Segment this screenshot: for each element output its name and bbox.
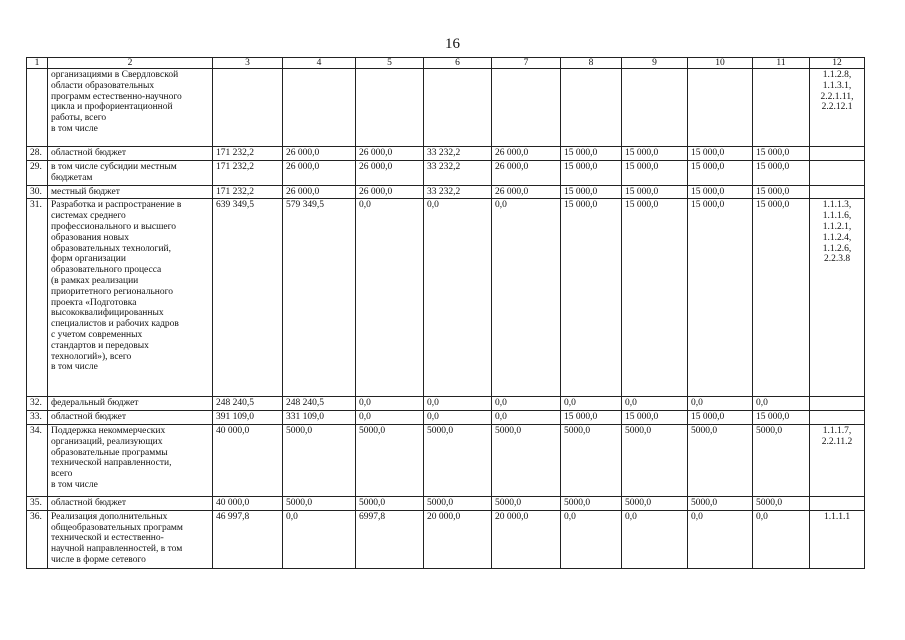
table-row <box>27 161 865 186</box>
amount-cell <box>753 69 810 147</box>
amount-cell: 15 000,0 <box>622 411 688 425</box>
amount-cell: 0,0 <box>753 510 810 568</box>
amount-cell: 391 109,0 <box>213 411 283 425</box>
amount-cell: 26 000,0 <box>283 161 356 186</box>
column-header: 9 <box>622 58 688 69</box>
amount-cell: 5000,0 <box>753 424 810 496</box>
amount-cell: 0,0 <box>424 411 492 425</box>
budget-table <box>26 57 865 569</box>
reference-cell <box>810 185 865 199</box>
reference-cell: 1.1.1.3, 1.1.1.6, 1.1.2.1, 1.1.2.4, 1.1.2.6, 2.2.3.8 <box>810 199 865 397</box>
table-row <box>27 199 865 397</box>
column-header: 11 <box>753 58 810 69</box>
amount-cell: 5000,0 <box>283 424 356 496</box>
amount-cell: 33 232,2 <box>424 161 492 186</box>
amount-cell: 5000,0 <box>283 496 356 510</box>
row-description: Реализация дополнительных общеобразовательных программ технической и естественно- научной направленностей, в том числе в форме сетевого <box>48 510 213 568</box>
amount-cell: 0,0 <box>688 510 753 568</box>
amount-cell: 15 000,0 <box>622 161 688 186</box>
amount-cell: 15 000,0 <box>622 147 688 161</box>
row-number: 29. <box>27 161 48 186</box>
table-row <box>27 496 865 510</box>
row-number: 34. <box>27 424 48 496</box>
table-row <box>27 147 865 161</box>
amount-cell: 15 000,0 <box>753 411 810 425</box>
amount-cell: 15 000,0 <box>688 161 753 186</box>
amount-cell: 0,0 <box>688 397 753 411</box>
amount-cell: 20 000,0 <box>492 510 561 568</box>
amount-cell: 5000,0 <box>688 424 753 496</box>
column-header: 7 <box>492 58 561 69</box>
amount-cell: 26 000,0 <box>492 161 561 186</box>
reference-cell <box>810 496 865 510</box>
amount-cell: 5000,0 <box>688 496 753 510</box>
amount-cell: 6997,8 <box>356 510 424 568</box>
reference-cell <box>810 147 865 161</box>
amount-cell: 15 000,0 <box>561 185 622 199</box>
amount-cell: 20 000,0 <box>424 510 492 568</box>
amount-cell: 26 000,0 <box>356 185 424 199</box>
amount-cell: 5000,0 <box>424 424 492 496</box>
amount-cell: 26 000,0 <box>283 147 356 161</box>
column-header: 8 <box>561 58 622 69</box>
row-number: 36. <box>27 510 48 568</box>
amount-cell: 15 000,0 <box>688 411 753 425</box>
column-header: 5 <box>356 58 424 69</box>
amount-cell: 33 232,2 <box>424 185 492 199</box>
row-description: Поддержка некоммерческих организаций, реализующих образовательные программы технической направленности, всего в том числе <box>48 424 213 496</box>
amount-cell: 0,0 <box>356 397 424 411</box>
amount-cell: 15 000,0 <box>688 147 753 161</box>
reference-cell: 1.1.2.8, 1.1.3.1, 2.2.1.11, 2.2.12.1 <box>810 69 865 147</box>
table-row <box>27 397 865 411</box>
amount-cell: 46 997,8 <box>213 510 283 568</box>
amount-cell: 15 000,0 <box>561 147 622 161</box>
amount-cell: 0,0 <box>283 510 356 568</box>
amount-cell: 5000,0 <box>753 496 810 510</box>
amount-cell: 15 000,0 <box>622 185 688 199</box>
amount-cell: 15 000,0 <box>753 147 810 161</box>
amount-cell: 0,0 <box>561 397 622 411</box>
amount-cell <box>561 69 622 147</box>
amount-cell: 5000,0 <box>356 496 424 510</box>
amount-cell: 639 349,5 <box>213 199 283 397</box>
amount-cell: 15 000,0 <box>561 411 622 425</box>
amount-cell: 5000,0 <box>424 496 492 510</box>
reference-cell <box>810 161 865 186</box>
amount-cell: 331 109,0 <box>283 411 356 425</box>
amount-cell: 248 240,5 <box>283 397 356 411</box>
amount-cell <box>213 69 283 147</box>
amount-cell: 5000,0 <box>622 424 688 496</box>
row-number: 31. <box>27 199 48 397</box>
row-number: 28. <box>27 147 48 161</box>
amount-cell: 15 000,0 <box>753 161 810 186</box>
amount-cell: 15 000,0 <box>753 199 810 397</box>
table-row <box>27 411 865 425</box>
amount-cell <box>356 69 424 147</box>
amount-cell: 26 000,0 <box>356 161 424 186</box>
row-description: областной бюджет <box>48 496 213 510</box>
row-number: 32. <box>27 397 48 411</box>
row-description: федеральный бюджет <box>48 397 213 411</box>
amount-cell: 15 000,0 <box>561 199 622 397</box>
column-header: 1 <box>27 58 48 69</box>
reference-cell <box>810 411 865 425</box>
amount-cell: 40 000,0 <box>213 424 283 496</box>
amount-cell: 0,0 <box>356 199 424 397</box>
amount-cell: 5000,0 <box>492 496 561 510</box>
amount-cell: 0,0 <box>622 510 688 568</box>
amount-cell: 26 000,0 <box>492 185 561 199</box>
row-description: Разработка и распространение в системах среднего профессионального и высшего образования новых образовательных технологий, форм организации образовательного процесса (в рамках реализации приоритетного регионального проекта «Подготовка высококвалифицированных специалистов и рабочих кадров с учетом современных стандартов и передовых технологий»), всего в том числе <box>48 199 213 397</box>
row-description: областной бюджет <box>48 147 213 161</box>
page-number: 16 <box>445 36 460 52</box>
amount-cell: 5000,0 <box>492 424 561 496</box>
amount-cell <box>492 69 561 147</box>
row-description: местный бюджет <box>48 185 213 199</box>
row-description: областной бюджет <box>48 411 213 425</box>
table-row <box>27 424 865 496</box>
amount-cell: 40 000,0 <box>213 496 283 510</box>
amount-cell: 248 240,5 <box>213 397 283 411</box>
amount-cell: 15 000,0 <box>753 185 810 199</box>
amount-cell <box>622 69 688 147</box>
column-header: 3 <box>213 58 283 69</box>
column-header: 12 <box>810 58 865 69</box>
amount-cell: 171 232,2 <box>213 161 283 186</box>
amount-cell: 0,0 <box>561 510 622 568</box>
amount-cell: 0,0 <box>424 199 492 397</box>
column-header: 10 <box>688 58 753 69</box>
amount-cell: 0,0 <box>492 199 561 397</box>
table-row <box>27 69 865 147</box>
amount-cell <box>283 69 356 147</box>
amount-cell: 0,0 <box>356 411 424 425</box>
amount-cell: 5000,0 <box>561 424 622 496</box>
amount-cell: 0,0 <box>753 397 810 411</box>
amount-cell: 26 000,0 <box>356 147 424 161</box>
amount-cell: 171 232,2 <box>213 147 283 161</box>
column-header: 6 <box>424 58 492 69</box>
row-description: организациями в Свердловской области образовательных программ естественно-научного цикла и профориентационной работы, всего в том числе <box>48 69 213 147</box>
amount-cell: 171 232,2 <box>213 185 283 199</box>
reference-cell <box>810 397 865 411</box>
amount-cell: 33 232,2 <box>424 147 492 161</box>
amount-cell: 0,0 <box>424 397 492 411</box>
reference-cell: 1.1.1.7, 2.2.11.2 <box>810 424 865 496</box>
amount-cell: 5000,0 <box>622 496 688 510</box>
amount-cell: 0,0 <box>492 411 561 425</box>
row-number <box>27 69 48 147</box>
column-header: 2 <box>48 58 213 69</box>
amount-cell: 15 000,0 <box>688 199 753 397</box>
amount-cell <box>424 69 492 147</box>
amount-cell: 0,0 <box>492 397 561 411</box>
amount-cell: 26 000,0 <box>492 147 561 161</box>
amount-cell: 5000,0 <box>561 496 622 510</box>
amount-cell: 5000,0 <box>356 424 424 496</box>
table-row <box>27 510 865 568</box>
amount-cell: 15 000,0 <box>622 199 688 397</box>
amount-cell: 0,0 <box>622 397 688 411</box>
row-number: 35. <box>27 496 48 510</box>
amount-cell: 26 000,0 <box>283 185 356 199</box>
table-row <box>27 185 865 199</box>
column-header: 4 <box>283 58 356 69</box>
amount-cell <box>688 69 753 147</box>
amount-cell: 15 000,0 <box>688 185 753 199</box>
reference-cell: 1.1.1.1 <box>810 510 865 568</box>
table-header-row <box>27 58 865 69</box>
row-number: 30. <box>27 185 48 199</box>
amount-cell: 15 000,0 <box>561 161 622 186</box>
row-description: в том числе субсидии местным бюджетам <box>48 161 213 186</box>
row-number: 33. <box>27 411 48 425</box>
amount-cell: 579 349,5 <box>283 199 356 397</box>
